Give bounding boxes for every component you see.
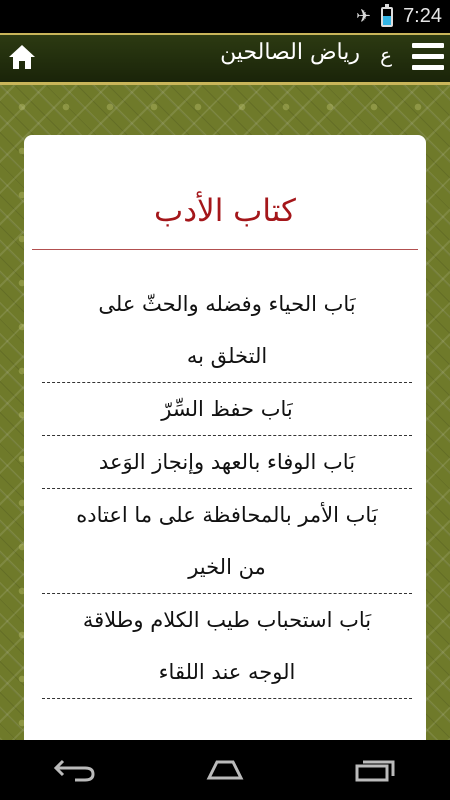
status-bar <box>0 0 450 33</box>
recent-apps-icon[interactable] <box>350 753 400 787</box>
book-title: كتاب الأدب <box>154 193 296 229</box>
back-icon[interactable] <box>50 753 100 787</box>
system-nav-bar <box>0 740 450 800</box>
chapter-item[interactable]: بَاب حفظ السِّرّ <box>42 383 412 436</box>
menu-icon[interactable] <box>412 43 444 73</box>
app-title: رياض الصالحين <box>220 40 360 65</box>
chapter-item[interactable]: بَاب الأمر بالمحافظة على ما اعتاده من الخير <box>42 489 412 594</box>
home-nav-icon[interactable] <box>200 753 250 787</box>
home-icon[interactable] <box>6 41 38 73</box>
chapter-item[interactable]: بَاب استحباب طيب الكلام وطلاقة الوجه عند اللقاء <box>42 594 412 699</box>
app-toolbar <box>0 33 450 85</box>
chapter-item[interactable]: بَاب الحياء وفضله والحثّ على التخلق به <box>42 278 412 383</box>
battery-charging-icon <box>381 7 393 27</box>
chapter-list <box>24 278 426 699</box>
logo-icon: ع <box>380 43 392 67</box>
airplane-mode-icon: ✈ <box>355 6 372 27</box>
chapter-item[interactable]: بَاب الوفاء بالعهد وإنجاز الوَعد <box>42 436 412 489</box>
status-time: 7:24 <box>403 5 442 27</box>
title-divider <box>32 249 418 250</box>
content-card <box>24 135 426 755</box>
